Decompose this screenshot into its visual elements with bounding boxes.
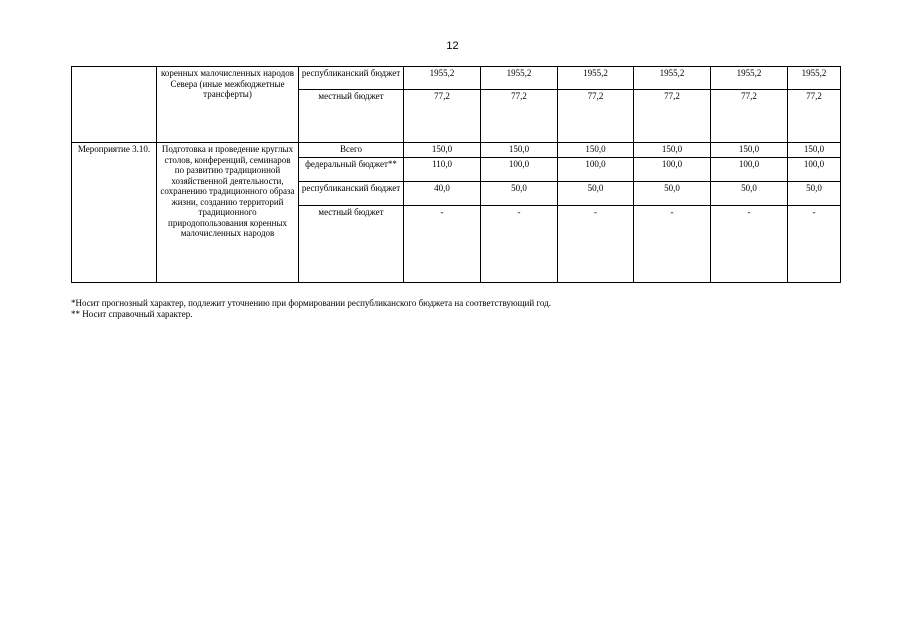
value-cell: 1955,2: [558, 67, 634, 90]
value-cell: 150,0: [788, 143, 841, 158]
value-cell: 50,0: [634, 182, 711, 206]
value-cell: 150,0: [404, 143, 481, 158]
funding-source-cell: республиканский бюджет: [299, 182, 404, 206]
value-cell: 77,2: [711, 90, 788, 143]
value-cell: 1955,2: [788, 67, 841, 90]
table-row: [72, 67, 841, 90]
funding-source-cell: республиканский бюджет: [299, 67, 404, 90]
value-cell: 100,0: [558, 158, 634, 182]
value-cell: -: [404, 206, 481, 283]
value-cell: 77,2: [634, 90, 711, 143]
value-cell: 40,0: [404, 182, 481, 206]
value-cell: 150,0: [481, 143, 558, 158]
value-cell: 77,2: [481, 90, 558, 143]
value-cell: 150,0: [558, 143, 634, 158]
value-cell: 77,2: [788, 90, 841, 143]
value-cell: 100,0: [788, 158, 841, 182]
event-description-cell: коренных малочисленных народов Севера (иные межбюджетные трансферты): [157, 67, 299, 143]
page-number: 12: [446, 40, 459, 52]
event-label-cell: [72, 67, 157, 143]
funding-source-cell: федеральный бюджет**: [299, 158, 404, 182]
event-description-cell: Подготовка и проведение круглых столов, конференций, семинаров по развитию традиционной хозяйственной деятельности, сохранению традиционного образа жизни, созданию территорий традиционного природопользования коренных малочисленных народов: [157, 143, 299, 283]
value-cell: 100,0: [481, 158, 558, 182]
funding-source-cell: Всего: [299, 143, 404, 158]
value-cell: 50,0: [558, 182, 634, 206]
footnote-reference: ** Носит справочный характер.: [71, 309, 193, 319]
value-cell: 77,2: [558, 90, 634, 143]
value-cell: 50,0: [481, 182, 558, 206]
value-cell: 77,2: [404, 90, 481, 143]
value-cell: 50,0: [711, 182, 788, 206]
budget-table: [71, 66, 841, 283]
value-cell: 50,0: [788, 182, 841, 206]
value-cell: -: [788, 206, 841, 283]
value-cell: -: [711, 206, 788, 283]
value-cell: 1955,2: [481, 67, 558, 90]
value-cell: -: [634, 206, 711, 283]
footnotes: [71, 298, 851, 320]
value-cell: -: [558, 206, 634, 283]
footnote-forecast: *Носит прогнозный характер, подлежит уточнению при формировании республиканского бюджета на соответствующий год.: [71, 298, 551, 308]
value-cell: 150,0: [634, 143, 711, 158]
value-cell: 1955,2: [404, 67, 481, 90]
table-row: [72, 143, 841, 158]
event-label-cell: Мероприятие 3.10.: [72, 143, 157, 283]
value-cell: 100,0: [634, 158, 711, 182]
value-cell: 110,0: [404, 158, 481, 182]
value-cell: 1955,2: [634, 67, 711, 90]
value-cell: -: [481, 206, 558, 283]
funding-source-cell: местный бюджет: [299, 90, 404, 143]
value-cell: 100,0: [711, 158, 788, 182]
value-cell: 1955,2: [711, 67, 788, 90]
value-cell: 150,0: [711, 143, 788, 158]
funding-source-cell: местный бюджет: [299, 206, 404, 283]
